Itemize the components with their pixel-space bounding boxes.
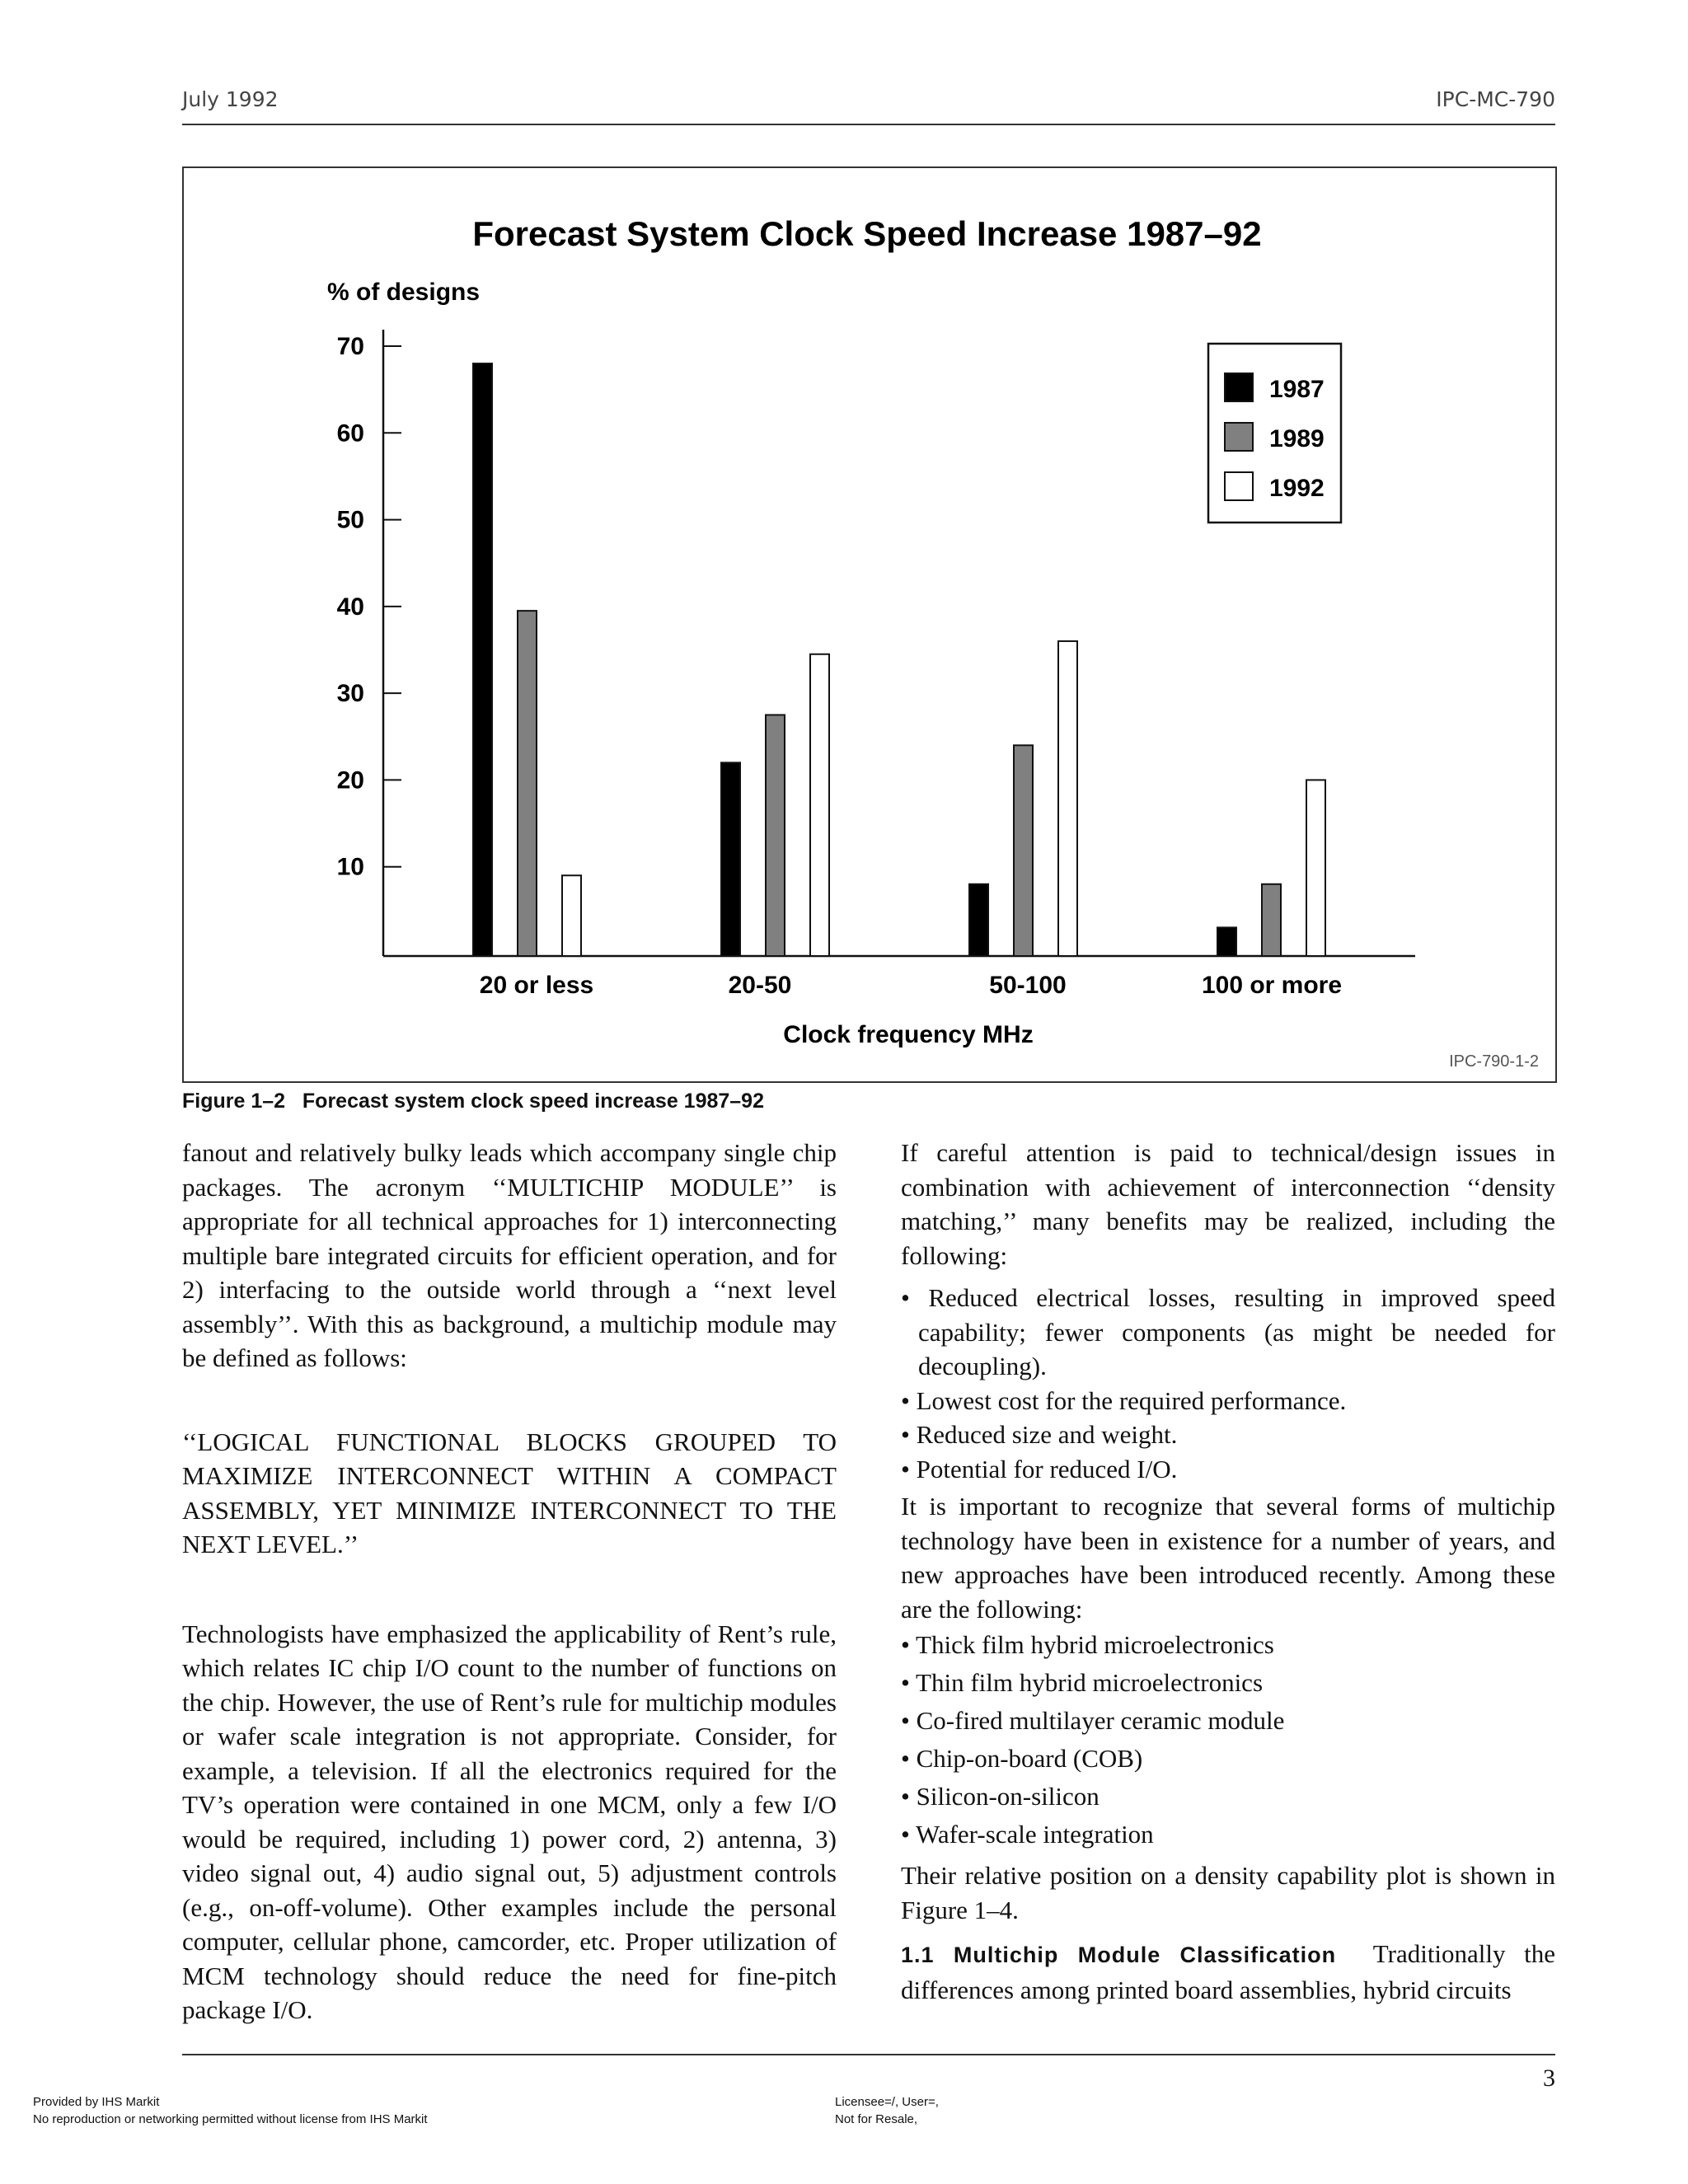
paragraph: It is important to recognize that several forms of multichip technology have been in existence for a number of years, and new approaches have been introduced recently. Among these are the following: [901,1492,1555,1624]
right-column [901,1136,1555,2007]
section-heading: 1.1 Multichip Module Classification [901,1943,1337,1967]
paragraph: Technologists have emphasized the applicability of Rent’s rule, which relates IC chip I/O count to the number of functions on the chip. However, the use of Rent’s rule for multichip modules or wafer scale integration is not appropriate. Consider, for example, a television. If all the electronics required for the TV’s operation were contained in one MCM, only a few I/O would be required, including 1) power cord, 2) antenna, 3) video signal out, 4) audio signal out, 5) adjustment controls (e.g., on-off-volume). Other examples include the personal computer, cellular phone, camcorder, etc. Proper utilization of MCM technology should reduce the need for fine-pitch package I/O. [182,1619,837,2024]
y-tick-label: 40 [336,593,364,621]
footer-resale: Not for Resale, [835,2112,918,2126]
x-axis-label: Clock frequency MHz [783,1021,1034,1048]
figure-number: Figure 1–2 [182,1090,286,1113]
legend-label: 1989 [1269,425,1325,452]
y-tick-label: 70 [336,333,364,360]
footer-provider: Provided by IHS Markit [33,2095,160,2109]
paragraph: Their relative position on a density capability plot is shown in Figure 1–4. [901,1861,1555,1924]
list-item: • Chip-on-board (COB) [901,1744,1143,1773]
bar-1987-20-50 [721,762,740,956]
y-tick-label: 30 [336,680,364,708]
bar-1992-100-or-more [1306,780,1325,956]
x-tick-label: 100 or more [1201,972,1343,999]
figure-caption-text: Forecast system clock speed increase 1987–92 [302,1090,764,1113]
x-tick-label: 50-100 [989,972,1067,999]
legend-swatch-1992 [1225,472,1253,500]
figure-frame [182,166,1557,1083]
legend-label: 1987 [1269,376,1325,403]
bar-1987-100-or-more [1217,927,1236,956]
y-tick-label: 20 [336,766,364,794]
legend-label: 1992 [1269,475,1325,502]
x-tick-label: 20-50 [728,972,792,999]
list-item: • Silicon-on-silicon [901,1782,1100,1811]
list-item: • Thick film hybrid microelectronics [901,1630,1274,1659]
footer-licensee: Licensee=/, User=, [835,2095,939,2109]
header-date: July 1992 [182,87,279,111]
list-item: • Co-fired multilayer ceramic module [901,1706,1285,1735]
header-doc-id: IPC-MC-790 [1436,87,1555,111]
y-tick-label: 50 [336,506,364,534]
y-tick-label: 60 [336,419,364,448]
bar-1992-20-50 [810,654,829,956]
bar-1992-50-100 [1058,641,1077,956]
bar-1989-100-or-more [1262,884,1281,956]
figure-caption [182,1090,764,1113]
footer-right [835,2093,939,2128]
list-item: • Reduced electrical losses, resulting in improved speed capability; fewer components (as might be needed for decoupling). [901,1283,1555,1380]
definition-quote: ‘‘LOGICAL FUNCTIONAL BLOCKS GROUPED TO MAXIMIZE INTERCONNECT WITHIN A COMPACT ASSEMBLY, YET MINIMIZE INTERCONNECT TO THE NEXT LEVEL.’’ [182,1427,837,1558]
page-number: 3 [1543,2064,1555,2092]
section-text: Traditionally the differences among printed board assemblies, hybrid circuits [901,1939,1556,2004]
chart-title: Forecast System Clock Speed Increase 1987–92 [472,214,1262,253]
x-tick-label: 20 or less [479,972,594,999]
figure-id: IPC-790-1-2 [1449,1052,1539,1071]
paragraph: fanout and relatively bulky leads which accompany single chip packages. The acronym ‘‘MULTICHIP MODULE’’ is appropriate for all technical approaches for 1) interconnecting multiple bare integrated circuits for efficient operation, and for 2) interfacing to the outside world through a ‘‘next level assembly’’. With this as background, a multichip module may be defined as follows: [182,1138,837,1372]
bar-1989-20-50 [766,715,785,956]
list-item: • Lowest cost for the required performance. [901,1385,1347,1415]
header-rule [182,124,1555,125]
bar-chart [184,168,1555,1081]
legend-swatch-1987 [1225,373,1253,401]
bar-1989-20-or-less [518,611,537,956]
paragraph: If careful attention is paid to technical/design issues in combination with achievement of interconnection ‘‘density matching,’’ many benefits may be realized, including the following: [901,1138,1555,1270]
footer-left [33,2093,428,2128]
footer-rule [182,2054,1555,2055]
bar-1992-20-or-less [562,875,581,956]
list-item: • Thin film hybrid microelectronics [901,1668,1264,1697]
footer-notice: No reproduction or networking permitted without license from IHS Markit [33,2112,428,2126]
bar-1987-50-100 [969,884,988,956]
legend-swatch-1989 [1225,423,1253,451]
section-paragraph [901,1937,1555,2007]
list-item: • Potential for reduced I/O. [901,1454,1178,1483]
bar-1989-50-100 [1014,745,1033,956]
y-axis-label: % of designs [327,279,481,306]
list-item: • Wafer-scale integration [901,1820,1154,1849]
list-item: • Reduced size and weight. [901,1420,1178,1449]
bar-1987-20-or-less [473,363,492,956]
left-column [182,1136,837,2027]
y-tick-label: 10 [336,853,364,881]
